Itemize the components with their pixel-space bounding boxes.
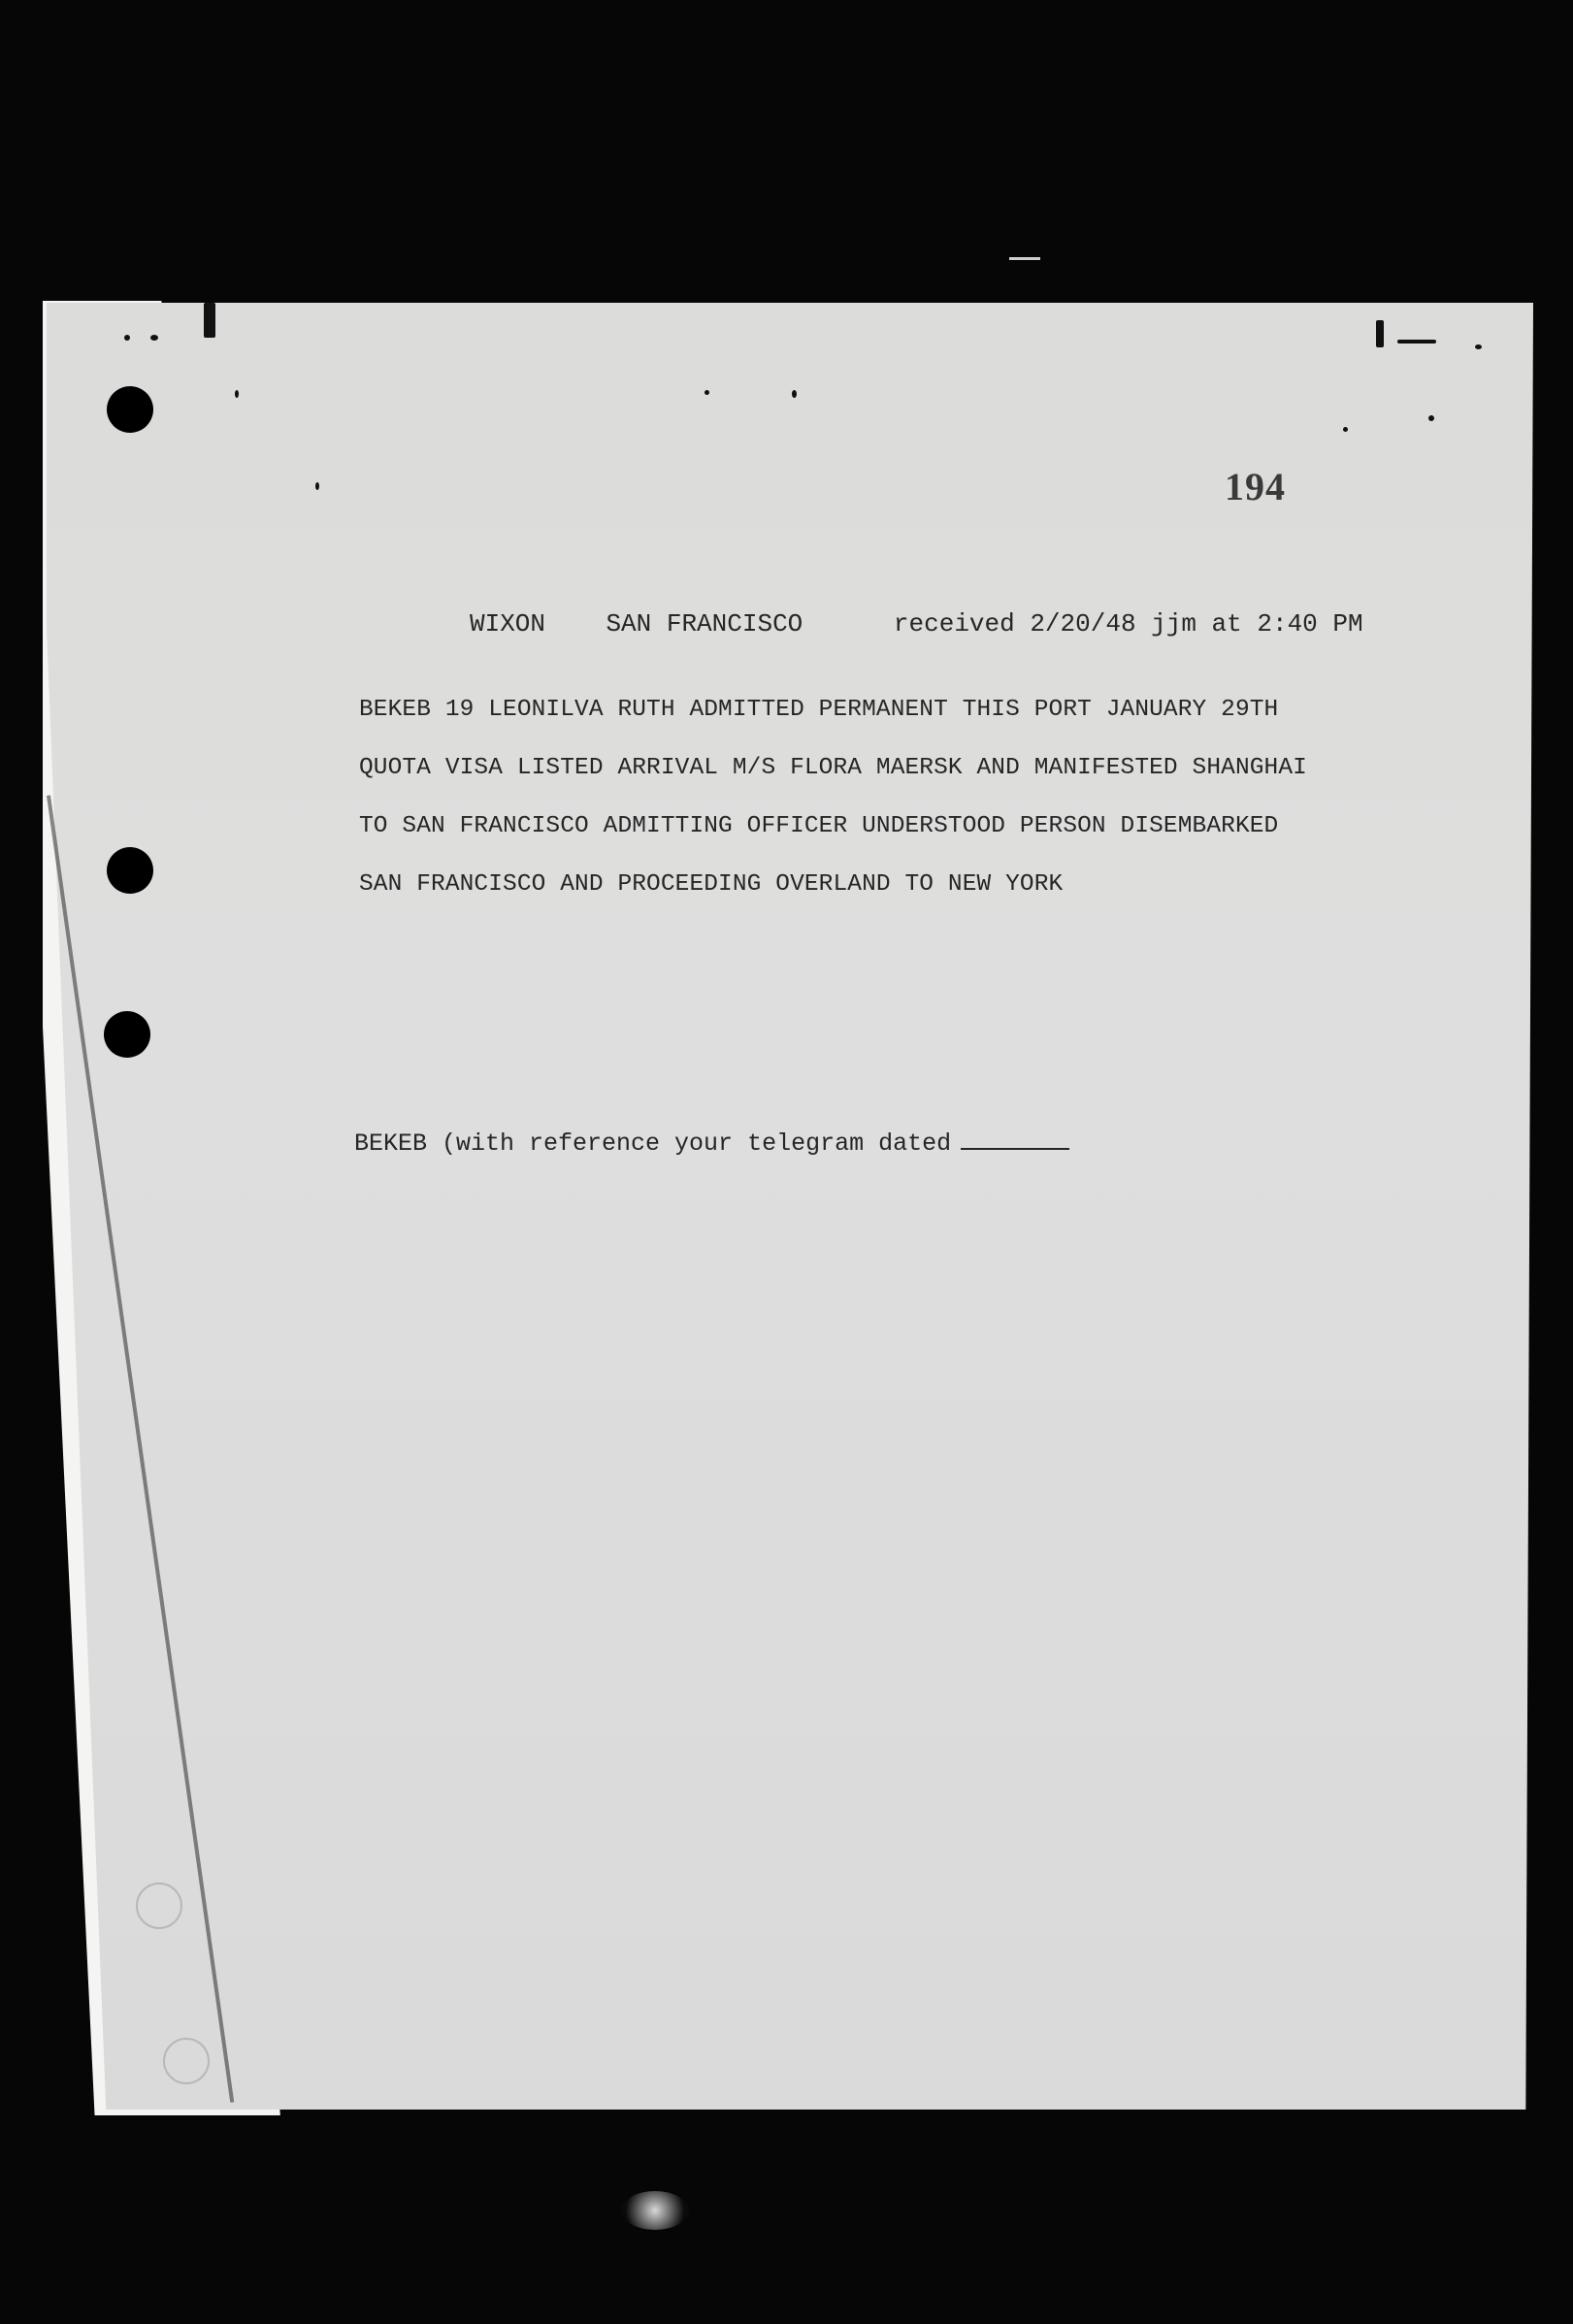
sender-location: SAN FRANCISCO xyxy=(606,609,803,638)
scan-artifact xyxy=(1009,257,1040,260)
speck xyxy=(1397,340,1436,344)
speck xyxy=(315,482,319,490)
reference-text: BEKEB (with reference your telegram dated xyxy=(354,1129,952,1158)
punch-hole-ghost xyxy=(136,1882,182,1929)
speck xyxy=(1343,427,1348,432)
body-line: SAN FRANCISCO AND PROCEEDING OVERLAND TO NEW YORK xyxy=(359,871,1064,898)
body-line: BEKEB 19 LEONILVA RUTH ADMITTED PERMANENT THIS PORT JANUARY 29TH xyxy=(359,697,1279,723)
speck xyxy=(705,390,709,395)
punch-hole-ghost xyxy=(163,2038,210,2084)
speck xyxy=(1428,415,1434,421)
paper-sheet xyxy=(47,303,1533,2110)
body-line: QUOTA VISA LISTED ARRIVAL M/S FLORA MAERSK AND MANIFESTED SHANGHAI xyxy=(359,755,1307,781)
scan-artifact xyxy=(621,2191,689,2230)
speck xyxy=(124,335,130,341)
speck xyxy=(1475,344,1482,349)
punch-hole xyxy=(107,847,153,894)
reference-line xyxy=(354,1129,1069,1158)
speck xyxy=(792,390,797,398)
page-number: 194 xyxy=(1225,465,1286,508)
punch-hole xyxy=(107,386,153,433)
date-blank xyxy=(961,1130,1069,1150)
staple-mark xyxy=(1376,320,1384,347)
speck xyxy=(150,335,158,341)
received-stamp: received 2/20/48 jjm at 2:40 PM xyxy=(893,609,1363,638)
punch-hole xyxy=(104,1011,150,1058)
sender-name: WIXON xyxy=(470,609,546,638)
body-line: TO SAN FRANCISCO ADMITTING OFFICER UNDERSTOOD PERSON DISEMBARKED xyxy=(359,813,1279,839)
telegram-header xyxy=(470,609,1363,638)
staple-mark xyxy=(204,303,215,338)
speck xyxy=(235,390,239,398)
